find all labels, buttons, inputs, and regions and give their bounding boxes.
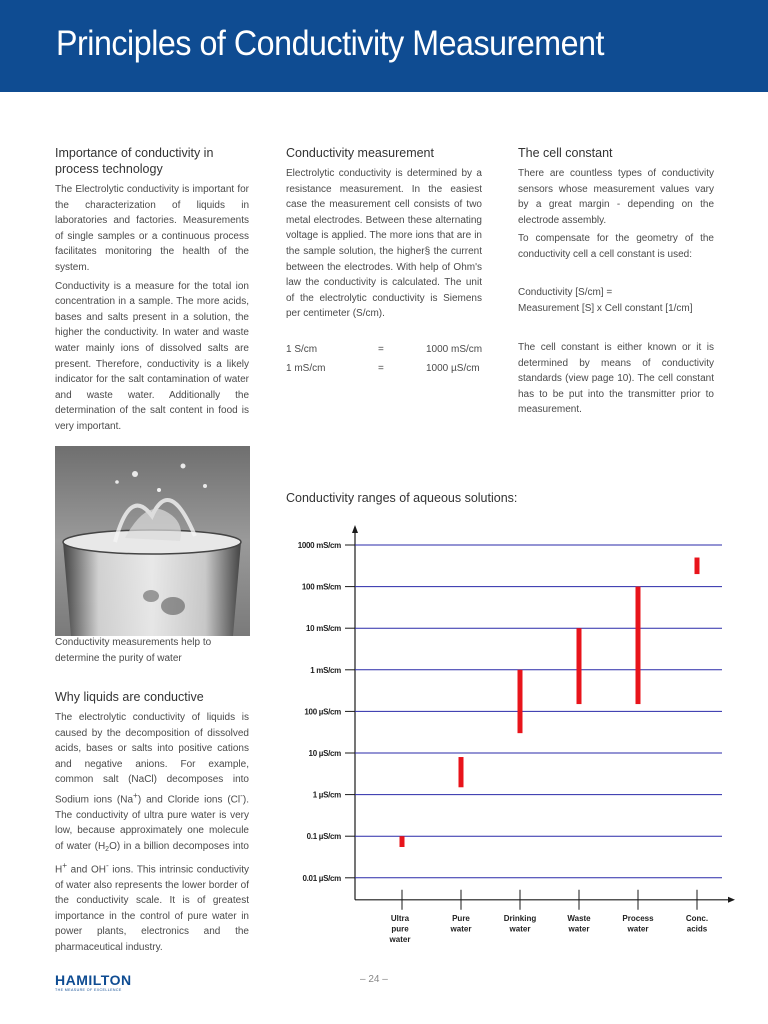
photo-caption: Conductivity measurements help to determine the purity of water [55, 637, 212, 664]
unit-equation-2 [286, 363, 325, 374]
logo-wordmark: HAMILTON [55, 972, 132, 988]
water-splash-photo [55, 446, 250, 636]
x-category-label: water [389, 934, 411, 944]
eq-right: 1000 µS/cm [426, 363, 480, 374]
y-tick-label: 0.01 µS/cm [302, 873, 341, 883]
x-category-label: Waste [567, 913, 591, 923]
x-category-label: water [568, 924, 590, 934]
y-tick-label: 1 µS/cm [312, 790, 341, 800]
paragraph: Conductivity is a measure for the total ion concentration in a sample. The more acids, bases and salts present in a solution, the higher the conductivity. In water and waste water mainly ions of dissolved salts are present. Therefore, conductivity is a likely indicator for the salt contamination of water and waste water. Additionally the determination of the salt content in food is very important. [55, 280, 249, 432]
paragraph: The Electrolytic conductivity is important for the characterization of liquids in laboratories and factories. Measurements of single samples or a continuous process facilitates monitoring the health of the system. [55, 184, 249, 273]
y-tick-label: 0.1 µS/cm [306, 832, 341, 842]
y-tick-label: 100 µS/cm [304, 707, 341, 717]
formula-line: Conductivity [S/cm] = [518, 287, 613, 298]
conductivity-chart-svg [280, 525, 745, 955]
y-tick-label: 1 mS/cm [310, 665, 341, 675]
section-why-conductive [55, 689, 249, 956]
cell-constant-note [518, 340, 714, 418]
paragraph: To compensate for the geometry of the conductivity cell a cell constant is used: [518, 233, 714, 260]
paragraph: Electrolytic conductivity is determined by a resistance measurement. In the easiest case the measurement cell consists of two metal electrodes. Between these alternating voltage is applied. The more ions that are in the sample solution, the higher§ the current between the electrodes. With help of Ohm's law the conductivity is calculated. The unit of the electrolytic conductivity is Siemens per centimeter (S/cm). [286, 168, 482, 320]
y-tick-label: 1000 mS/cm [297, 541, 341, 550]
eq-operator: = [378, 344, 384, 355]
section-importance [55, 145, 249, 435]
eq-left: 1 mS/cm [286, 363, 326, 374]
page-title: Principles of Conductivity Measurement [56, 24, 605, 63]
page-header [0, 0, 768, 92]
y-axis-arrow [352, 525, 358, 533]
eq-left: 1 S/cm [286, 344, 318, 355]
page-number: – 24 – [360, 974, 388, 985]
eq-operator: = [378, 363, 384, 374]
hamilton-logo [55, 972, 155, 997]
section-heading: Conductivity measurement [286, 146, 434, 160]
range-bar [400, 836, 405, 847]
y-tick-label: 10 µS/cm [308, 749, 341, 758]
x-category-label: Pure [452, 913, 470, 923]
x-category-label: Ultra [390, 913, 410, 923]
x-category-label: water [509, 924, 531, 934]
section-heading: Importance of conductivity in process technology [55, 146, 214, 176]
section-conductivity-measurement [286, 145, 482, 322]
y-tick-label: 10 mS/cm [306, 624, 341, 634]
x-category-label: pure [391, 924, 409, 934]
x-category-label: Drinking [503, 913, 537, 923]
water-glass-illustration [55, 446, 250, 636]
formula-line: Measurement [S] x Cell constant [1/cm] [518, 302, 693, 314]
logo-tagline: THE MEASURE OF EXCELLENCE [55, 988, 122, 992]
chart-title: Conductivity ranges of aqueous solutions: [286, 491, 518, 505]
range-bar [695, 558, 700, 575]
x-category-label: water [627, 924, 649, 934]
x-category-label: Process [622, 913, 654, 923]
range-bar [518, 670, 523, 733]
range-bar [636, 587, 641, 704]
eq-right: 1000 mS/cm [426, 344, 483, 355]
range-bar [577, 628, 582, 704]
x-category-label: water [450, 924, 472, 934]
unit-equation-1 [286, 344, 317, 355]
hamilton-logo-svg [55, 972, 155, 992]
x-category-label: acids [686, 924, 708, 934]
section-cell-constant [518, 145, 714, 263]
paragraph: The cell constant is either known or it is determined by means of conductivity standards (view page 10). The cell constant has to be put into the transmitter prior to measurement. [518, 342, 714, 416]
section-heading: Why liquids are conductive [55, 690, 204, 704]
cell-constant-formula [518, 285, 693, 316]
paragraph: The electrolytic conductivity of liquids is caused by the decomposition of dissolved acids, bases or salts into positive cations and negative anions. For example, common salt (NaCl) decomposes into Sodium ions (Na+) and Cloride ions (Cl-). The conductivity of ultra pure water is very low, because approximately one molecule of water $(H_2O)$ in a billion decomposes into H+ and OH- ions. This intrinsic conductivity of water also represents the lower border of the conductivity scale. It is of greatest importance in the control of pure water in power plants, electronics and the pharmaceutical industry. [55, 712, 250, 953]
y-tick-label: 100 mS/cm [301, 582, 341, 592]
x-axis-arrow [728, 897, 735, 903]
section-heading: The cell constant [518, 146, 613, 160]
range-bar [459, 757, 464, 787]
x-category-label: Conc. [685, 913, 709, 923]
conductivity-chart [280, 525, 745, 960]
paragraph: There are countless types of conductivity sensors whose measurement values vary by a great margin - depending on the electrode assembly. [518, 168, 714, 226]
